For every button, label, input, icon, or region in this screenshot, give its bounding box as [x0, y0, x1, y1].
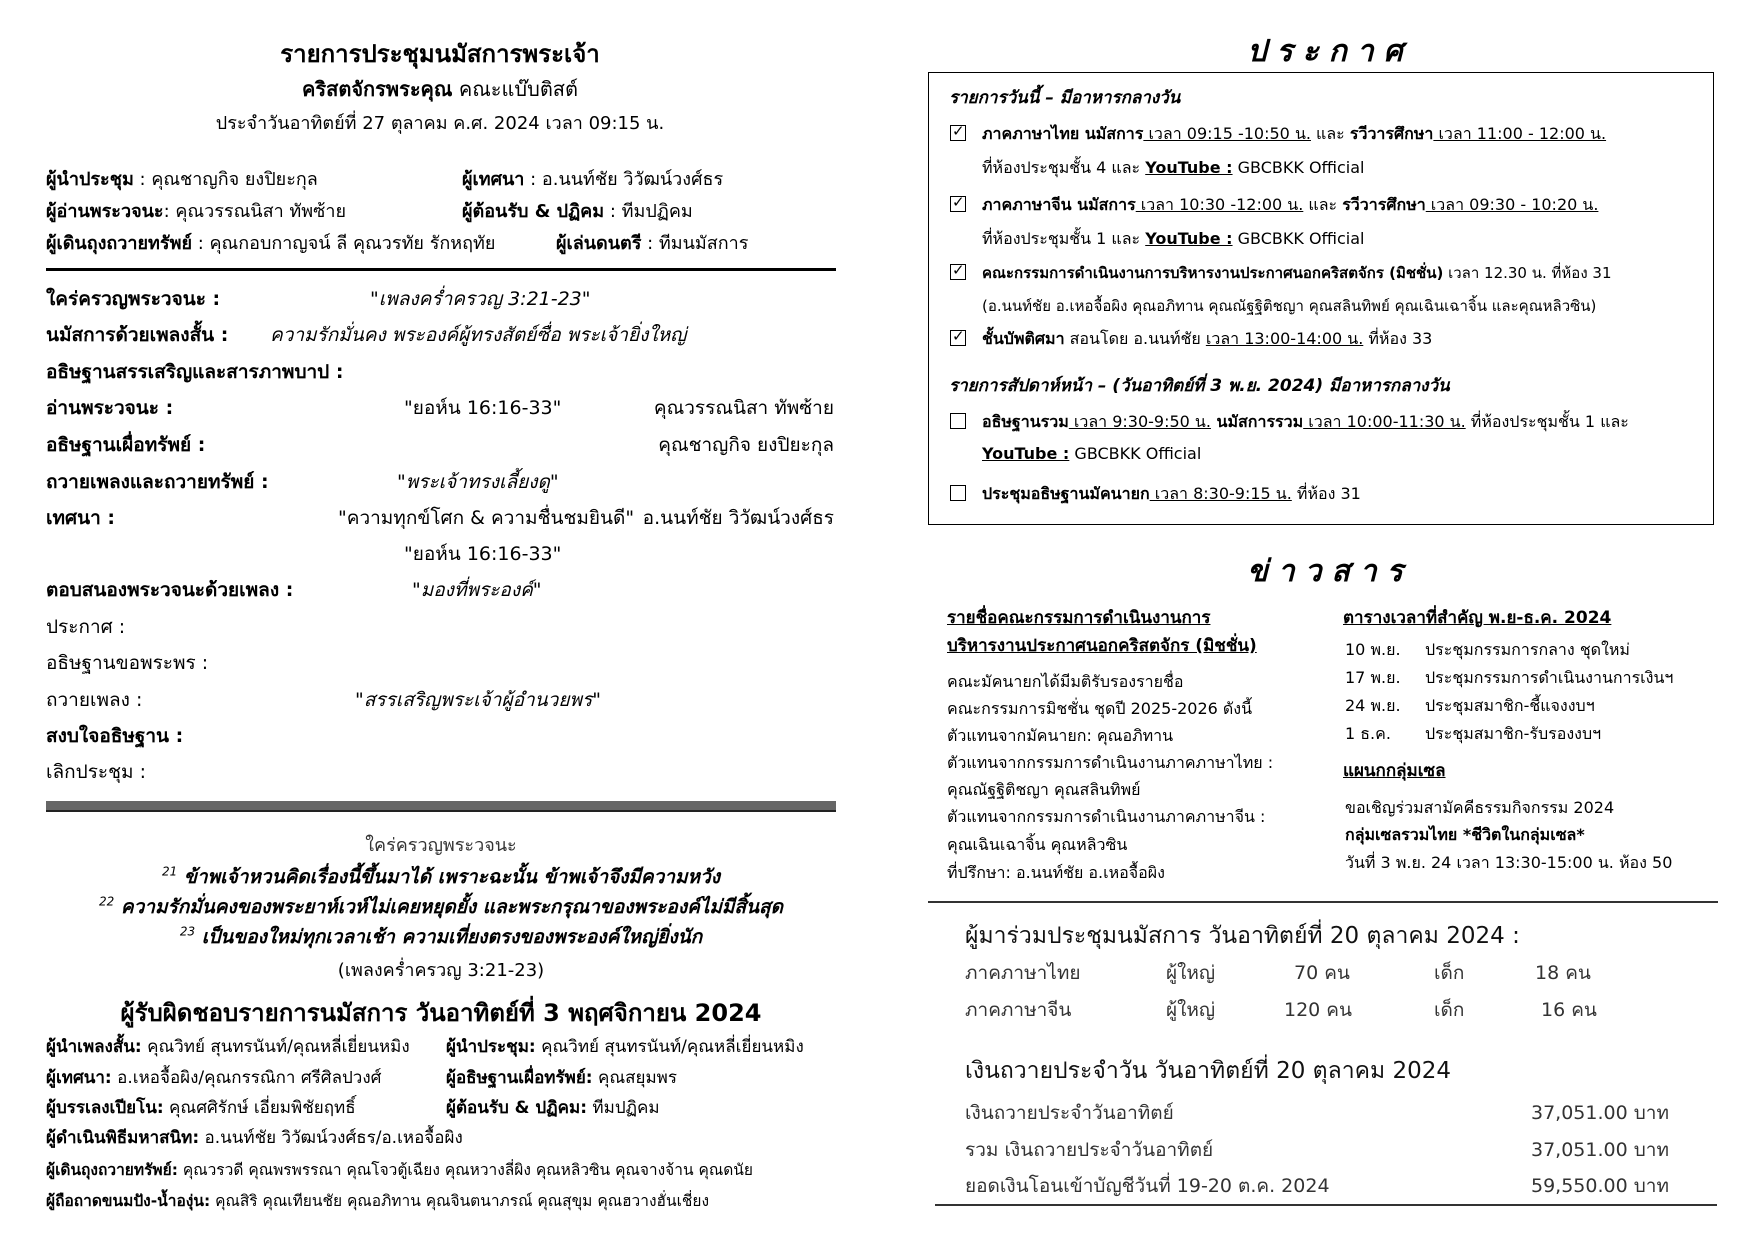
- cell-line: วันที่ 3 พ.ย. 24 เวลา 13:30-15:00 น. ห้อง 50: [1345, 853, 1673, 872]
- divider-bottom: [46, 801, 836, 812]
- order-song-worship: [46, 320, 228, 350]
- attendance-child-label: เด็ก: [1434, 962, 1465, 984]
- resp-label: ผู้ต้อนรับ & ปฏิคม:: [446, 1098, 587, 1118]
- resp-label: ผู้นำเพลงสั้น:: [46, 1037, 142, 1057]
- reader-row: [46, 196, 346, 225]
- resp-label: ผู้อธิษฐานเผื่อทรัพย์:: [446, 1068, 593, 1088]
- attendance-adult-label: ผู้ใหญ่: [1166, 962, 1216, 984]
- checkbox-checked-icon: [950, 330, 966, 346]
- responsible-title: ผู้รับผิดชอบรายการนมัสการ วันอาทิตย์ที่ 3 พฤศจิกายน 2024: [120, 999, 762, 1027]
- ann-bold: ภาคภาษาไทย นมัสการ: [982, 124, 1144, 143]
- youtube-link[interactable]: YouTube :: [1145, 229, 1233, 248]
- offering-label: เงินถวายประจำวันอาทิตย์: [965, 1102, 1174, 1124]
- order-label: อธิษฐานขอพระพร :: [46, 652, 209, 674]
- today-heading: รายการวันนี้ – มีอาหารกลางวัน: [949, 88, 1181, 108]
- attendance-adult-label: ผู้ใหญ่: [1166, 999, 1216, 1021]
- order-label: สงบใจอธิษฐาน :: [46, 725, 184, 747]
- resp-value: คุณศศิรักษ์ เอี่ยมพิชัยฤทธิ์: [163, 1098, 356, 1118]
- verse-heading: ใคร่ครวญพระวจนะ: [365, 835, 517, 856]
- ann-bold: ประชุมอธิษฐานมัคนายก: [982, 484, 1150, 503]
- checkbox-checked-icon: [950, 264, 966, 280]
- divider-stats: [928, 901, 1718, 903]
- resp-value: คุณวิทย์ สุนทรนันท์/คุณหลี่เยี่ยนหมิง: [141, 1037, 410, 1057]
- ann-time: เวลา 09:15 -10:50 น.: [1143, 124, 1311, 143]
- ann-bold: รวีวารศึกษา: [1342, 195, 1426, 214]
- resp-communion: [46, 1124, 463, 1151]
- offering-amount: 59,550.00 บาท: [1531, 1175, 1669, 1197]
- ann-text: GBCBKK Official: [1232, 229, 1365, 248]
- divider-top: [46, 268, 836, 271]
- mission-committee-heading-line1: รายชื่อคณะกรรมการดำเนินงานการ: [947, 608, 1211, 628]
- announcement-joint-location: [982, 444, 1201, 463]
- announcement-baptism-class: [982, 327, 1432, 352]
- schedule-date: 1 ธ.ค.: [1345, 724, 1391, 743]
- resp-preacher: [46, 1064, 381, 1091]
- resp-label: ผู้บรรเลงเปียโน:: [46, 1098, 164, 1118]
- schedule-date: 10 พ.ย.: [1345, 640, 1401, 659]
- announcements-title: ประกาศ: [1247, 34, 1413, 69]
- ann-text: GBCBKK Official: [1232, 158, 1365, 177]
- attendance-children: 18 คน: [1535, 962, 1591, 984]
- resp-usher: [446, 1094, 660, 1121]
- verse-text: ความรักมั่นคงของพระยาห์เวห์ไม่เคยหยุดยั้ง และพระกรุณาของพระองค์ไม่มีสิ้นสุด: [114, 896, 783, 918]
- leader-label: ผู้นำประชุม: [46, 169, 134, 190]
- announcement-mission-committee: [982, 261, 1612, 285]
- order-sermon-ref: "ยอห์น 16:16-33": [404, 543, 562, 565]
- resp-label: ผู้เดินถุงถวายทรัพย์:: [46, 1161, 178, 1179]
- resp-label: ผู้นำประชุม:: [446, 1037, 536, 1057]
- usher-label: ผู้ต้อนรับ & ปฏิคม: [462, 201, 605, 222]
- cell-group-heading: แผนกกลุ่มเซล: [1343, 761, 1446, 781]
- cell-line: ขอเชิญร่วมสามัคคีธรรมกิจกรรม 2024: [1345, 798, 1615, 817]
- checkbox-checked-icon: [950, 196, 966, 212]
- order-label: ถวายเพลง :: [46, 689, 143, 711]
- announcement-chinese-service: [982, 193, 1598, 218]
- order-praise-prayer: [46, 357, 343, 387]
- offering-title: เงินถวายประจำวัน วันอาทิตย์ที่ 20 ตุลาคม 2024: [965, 1058, 1452, 1084]
- order-label: อธิษฐานสรรเสริญและสารภาพบาป :: [46, 361, 344, 383]
- verse-21: [46, 862, 836, 892]
- news-line: ตัวแทนจากกรรมการดำเนินงานภาคภาษาไทย :: [947, 753, 1274, 772]
- announcement-thai-location: [982, 156, 1365, 181]
- resp-communion-servers: [46, 1188, 709, 1213]
- verse-text: เป็นของใหม่ทุกเวลาเช้า ความเที่ยงตรงของพระองค์ใหญ่ยิ่งนัก: [195, 926, 703, 948]
- ann-time: เวลา 10:00-11:30 น.: [1303, 412, 1466, 431]
- resp-offering-prayer: [446, 1064, 677, 1091]
- order-blessing: [46, 648, 208, 678]
- offering-label: ยอดเงินโอนเข้าบัญชีวันที่ 19-20 ต.ค. 2024: [965, 1175, 1330, 1197]
- usher-value: : ทีมปฏิคม: [604, 201, 693, 222]
- order-label: เลิกประชุม :: [46, 761, 146, 783]
- offering-amount: 37,051.00 บาท: [1531, 1139, 1669, 1161]
- resp-label: ผู้เทศนา:: [46, 1068, 112, 1088]
- ann-text: ที่ห้อง 33: [1363, 329, 1433, 348]
- ann-bold: อธิษฐานรวม: [982, 412, 1069, 431]
- order-song-offering: [46, 467, 269, 497]
- ann-time: เวลา 11:00 - 12:00 น.: [1433, 124, 1607, 143]
- attendance-group: ภาคภาษาจีน: [965, 999, 1072, 1021]
- resp-label: ผู้ถือถาดขนมปัง-น้ำองุ่น:: [46, 1192, 211, 1210]
- resp-value: คุณวรวดี คุณพรพรรณา คุณโจวตู้เฉียง คุณหวางลี่ผิง คุณหลิวซิน คุณจางจ้าน คุณดนัย: [177, 1161, 753, 1179]
- ann-text: (อ.นนท์ชัย อ.เหอจื้อผิง คุณอภิทาน คุณณัฐฐิติชญา คุณสลินทิพย์ คุณเฉินเฉาจิ้น และคุณหลิวซิน): [982, 297, 1597, 315]
- announcement-chinese-location: [982, 227, 1365, 252]
- order-label: ประกาศ :: [46, 616, 126, 638]
- order-label: นมัสการด้วยเพลงสั้น :: [46, 324, 229, 346]
- order-sermon: [46, 503, 115, 533]
- ann-text: ที่ห้องประชุมชั้น 4 และ: [982, 158, 1146, 177]
- news-line: คณะมัคนายกได้มีมติรับรองรายชื่อ: [947, 672, 1184, 691]
- schedule-event: ประชุมกรรมการกลาง ชุดใหม่: [1425, 640, 1630, 659]
- reader-label: ผู้อ่านพระวจนะ: [46, 201, 164, 222]
- verse-reference: (เพลงคร่ำครวญ 3:21-23): [337, 960, 545, 981]
- ann-text: และ: [1303, 195, 1343, 214]
- attendance-group: ภาคภาษาไทย: [965, 962, 1081, 984]
- ann-bold: รวีวารศึกษา: [1349, 124, 1434, 143]
- resp-value: ทีมปฏิคม: [587, 1098, 660, 1118]
- order-song-final: [46, 685, 142, 715]
- order-dismissal: [46, 757, 146, 787]
- resp-value: คุณสิริ คุณเทียนชัย คุณอภิทาน คุณจินตนาภรณ์ คุณสุขุม คุณฮวางฮั่นเชี่ยง: [210, 1192, 710, 1210]
- youtube-link[interactable]: YouTube :: [1145, 158, 1233, 177]
- announcement-joint-prayer: [982, 410, 1629, 435]
- attendance-children: 16 คน: [1541, 999, 1597, 1021]
- reader-value: : คุณวรรณนิสา ทัพซ้าย: [163, 201, 346, 222]
- attendance-title: ผู้มาร่วมประชุมนมัสการ วันอาทิตย์ที่ 20 ตุลาคม 2024 :: [965, 923, 1520, 949]
- resp-value: คุณสยุมพร: [592, 1068, 678, 1088]
- ann-text: ที่ห้องประชุมชั้น 1 และ: [982, 229, 1146, 248]
- attendance-child-label: เด็ก: [1434, 999, 1465, 1021]
- news-line: ตัวแทนจากกรรมการดำเนินงานภาคภาษาจีน :: [947, 807, 1266, 826]
- news-line: ตัวแทนจากมัคนายก: คุณอภิทาน: [947, 726, 1174, 745]
- resp-value: อ.เหอจื้อผิง/คุณกรรณิกา ศรีศิลปวงศ์: [111, 1068, 382, 1088]
- verse-22: [46, 892, 836, 922]
- announcement-thai-service: [982, 122, 1606, 147]
- music-value: : ทีมนมัสการ: [641, 233, 749, 254]
- order-reflection-value: "เพลงคร่ำครวญ 3:21-23": [370, 288, 591, 310]
- service-title: รายการประชุมนมัสการพระเจ้า: [280, 40, 600, 68]
- ann-bold: ชั้นบัพติศมา: [982, 329, 1065, 348]
- divider-end: [935, 1204, 1717, 1206]
- resp-pianist: [46, 1094, 356, 1121]
- news-title: ข่าวสาร: [1247, 554, 1413, 589]
- order-silent-prayer: [46, 721, 183, 751]
- preacher-label: ผู้เทศนา: [462, 169, 525, 190]
- preacher-row: [462, 164, 723, 193]
- music-label: ผู้เล่นดนตรี: [556, 233, 642, 254]
- ann-text: ที่ห้องประชุมชั้น 1 และ: [1465, 412, 1629, 431]
- checkbox-empty-icon: [950, 485, 966, 501]
- news-line: คณะกรรมการมิชชั่น ชุดปี 2025-2026 ดังนี้: [947, 699, 1253, 718]
- ann-time: เวลา 09:30 - 10:20 น.: [1425, 195, 1599, 214]
- ann-time: เวลา 10:30 -12:00 น.: [1135, 195, 1304, 214]
- news-line: คุณเฉินเฉาจิ้น คุณหลิวซิน: [947, 835, 1128, 854]
- order-response-song-value: "มองที่พระองค์": [412, 579, 542, 601]
- resp-label: ผู้ดำเนินพิธีมหาสนิท:: [46, 1128, 200, 1148]
- resp-song-leader: [46, 1033, 410, 1060]
- checkbox-checked-icon: [950, 125, 966, 141]
- ann-bold: ภาคภาษาจีน นมัสการ: [982, 195, 1136, 214]
- offering-collector-row: [46, 228, 495, 257]
- order-scripture-value: "ยอห์น 16:16-33": [404, 397, 562, 419]
- ann-time: เวลา 9:30-9:50 น.: [1068, 412, 1211, 431]
- church-name: [40, 73, 840, 105]
- leader-value: : คุณชาญกิจ ยงปิยะกุล: [133, 169, 318, 190]
- resp-value: อ.นนท์ชัย วิวัฒน์วงศ์ธร/อ.เหอจื้อผิง: [199, 1128, 463, 1148]
- news-line: ที่ปรึกษา: อ.นนท์ชัย อ.เหอจื้อผิง: [947, 863, 1165, 882]
- schedule-date: 24 พ.ย.: [1345, 696, 1401, 715]
- order-label: เทศนา :: [46, 507, 115, 529]
- resp-meeting-leader: [446, 1033, 804, 1060]
- order-song-offering-value: "พระเจ้าทรงเลี้ยงดู": [397, 471, 559, 493]
- verse-number: 21: [162, 864, 178, 879]
- ann-time: เวลา 8:30-9:15 น.: [1149, 484, 1292, 503]
- verse-number: 23: [179, 924, 196, 939]
- music-row: [556, 228, 748, 257]
- next-week-heading: รายการสัปดาห์หน้า – (วันอาทิตย์ที่ 3 พ.ย. 2024) มีอาหารกลางวัน: [949, 376, 1450, 396]
- announcement-deacon-prayer: [982, 482, 1361, 507]
- ann-text: เวลา 12.30 น. ที่ห้อง 31: [1443, 264, 1612, 282]
- schedule-event: ประชุมสมาชิก-รับรองงบฯ: [1425, 724, 1602, 743]
- resp-offering-collectors: [46, 1157, 753, 1182]
- verse-23: [46, 922, 836, 952]
- church-name-rest: คณะแบ๊บติสต์: [452, 77, 578, 101]
- order-label: ถวายเพลงและถวายทรัพย์ :: [46, 471, 269, 493]
- order-response-song: [46, 575, 293, 605]
- offering-amount: 37,051.00 บาท: [1531, 1102, 1669, 1124]
- order-reflection: [46, 284, 220, 314]
- ann-text: ที่ห้อง 31: [1291, 484, 1361, 503]
- order-label: อธิษฐานเผื่อทรัพย์ :: [46, 434, 206, 456]
- ann-bold: คณะกรรมการดำเนินงานการบริหารงานประกาศนอกคริสตจักร (มิชชั่น): [982, 264, 1444, 282]
- ann-time: เวลา 13:00-14:00 น.: [1205, 329, 1364, 348]
- offering-collector-value: : คุณกอบกาญจน์ ลี คุณวรทัย รักหฤทัย: [192, 233, 496, 254]
- order-label: ตอบสนองพระวจนะด้วยเพลง :: [46, 579, 294, 601]
- news-line: คุณณัฐฐิติชญา คุณสลินทิพย์: [947, 780, 1141, 799]
- church-name-bold: คริสตจักรพระคุณ: [302, 77, 453, 101]
- verse-number: 22: [99, 894, 115, 909]
- order-announcements: [46, 612, 125, 642]
- schedule-event: ประชุมกรรมการดำเนินงานการเงินฯ: [1425, 668, 1674, 687]
- schedule-date: 17 พ.ย.: [1345, 668, 1401, 687]
- attendance-adults: 120 คน: [1284, 999, 1353, 1021]
- verse-text: ข้าพเจ้าหวนคิดเรื่องนี้ขึ้นมาได้ เพราะฉะนั้น ข้าพเจ้าจึงมีความหวัง: [177, 866, 720, 888]
- order-song-worship-value: ความรักมั่นคง พระองค์ผู้ทรงสัตย์ซื่อ พระเจ้ายิ่งใหญ่: [270, 324, 687, 346]
- ann-text: GBCBKK Official: [1069, 444, 1202, 463]
- mission-committee-heading-line2: บริหารงานประกาศนอกคริสตจักร (มิชชั่น): [947, 636, 1257, 656]
- order-sermon-title: "ความทุกข์โศก & ความชื่นชมยินดี": [338, 507, 635, 529]
- cell-line: กลุ่มเซลรวมไทย *ชีวิตในกลุ่มเซล*: [1345, 825, 1585, 844]
- order-scripture-reader: คุณวรรณนิสา ทัพซ้าย: [653, 397, 834, 419]
- order-scripture: [46, 393, 173, 423]
- resp-value: คุณวิทย์ สุนทรนันท์/คุณหลี่เยี่ยนหมิง: [535, 1037, 804, 1057]
- youtube-link[interactable]: YouTube :: [982, 444, 1070, 463]
- usher-row: [462, 196, 693, 225]
- ann-bold: นมัสการรวม: [1210, 412, 1304, 431]
- leader-row: [46, 164, 318, 193]
- offering-label: รวม เงินถวายประจำวันอาทิตย์: [965, 1139, 1214, 1161]
- ann-text: สอนโดย อ.นนท์ชัย: [1064, 329, 1206, 348]
- announcement-mission-members: [982, 294, 1596, 318]
- preacher-value: : อ.นนท์ชัย วิวัฒน์วงศ์ธร: [524, 169, 724, 190]
- ann-text: และ: [1310, 124, 1350, 143]
- order-label: อ่านพระวจนะ :: [46, 397, 174, 419]
- order-song-final-value: "สรรเสริญพระเจ้าผู้อำนวยพร": [355, 689, 601, 711]
- order-offering-prayer-leader: คุณชาญกิจ ยงปิยะกุล: [658, 434, 834, 456]
- offering-collector-label: ผู้เดินถุงถวายทรัพย์: [46, 233, 192, 254]
- schedule-event: ประชุมสมาชิก-ชี้แจงงบฯ: [1425, 696, 1595, 715]
- order-sermon-preacher: อ.นนท์ชัย วิวัฒน์วงศ์ธร: [642, 507, 834, 529]
- order-label: ใคร่ครวญพระวจนะ :: [46, 288, 221, 310]
- attendance-adults: 70 คน: [1294, 962, 1350, 984]
- order-offering-prayer: [46, 430, 205, 460]
- checkbox-empty-icon: [950, 413, 966, 429]
- schedule-heading: ตารางเวลาที่สำคัญ พ.ย-ธ.ค. 2024: [1343, 608, 1612, 628]
- service-datetime: ประจำวันอาทิตย์ที่ 27 ตุลาคม ค.ศ. 2024 เวลา 09:15 น.: [215, 113, 665, 134]
